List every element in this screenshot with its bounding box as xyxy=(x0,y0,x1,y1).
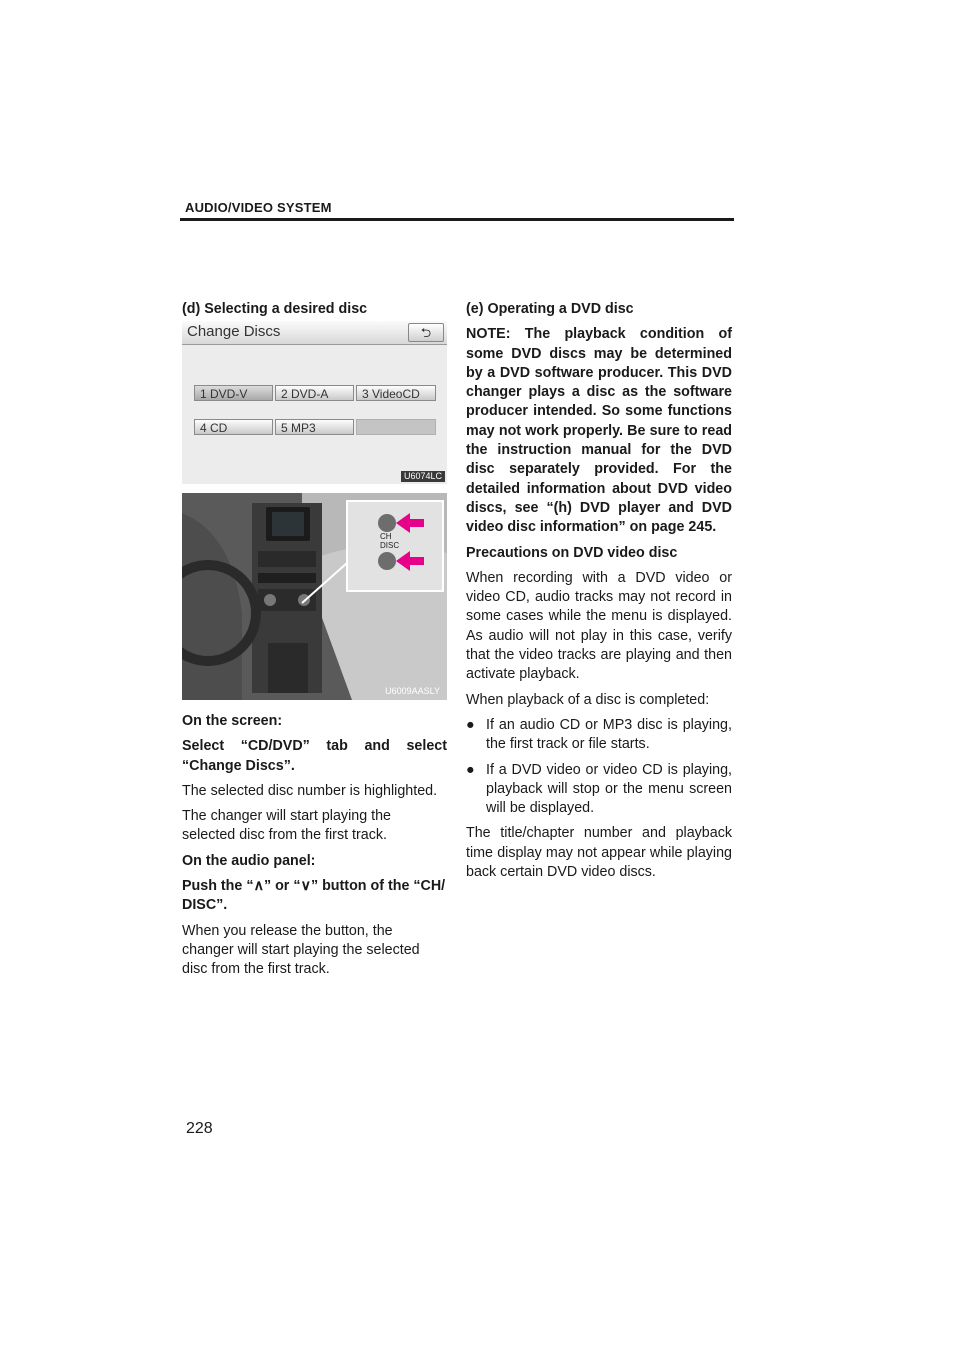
header-rule xyxy=(180,218,734,221)
right-body xyxy=(466,300,732,888)
ch-disc-label: CH xyxy=(380,532,392,541)
dashboard-illustration xyxy=(182,493,447,700)
on-screen-label: On the screen: xyxy=(182,713,283,729)
disc-button-3[interactable]: 3 VideoCD xyxy=(356,385,436,401)
disc-button-5[interactable]: 5 MP3 xyxy=(275,419,354,435)
screen-title-bar xyxy=(182,321,447,345)
screen-title: Change Discs xyxy=(187,323,281,340)
body-text: When you release the button, the changer will start playing the selected disc from the first track. xyxy=(182,922,420,978)
list-item xyxy=(466,716,732,755)
instruction-screen: Select “CD/DVD” tab and select “Change Discs”. xyxy=(182,738,447,774)
ch-disc-label: DISC xyxy=(380,541,400,550)
body-text: When playback of a disc is completed: xyxy=(466,691,710,708)
section-header: AUDIO/VIDEO SYSTEM xyxy=(185,200,332,215)
back-button[interactable]: ⮌ xyxy=(408,323,444,342)
section-e-heading: (e) Operating a DVD disc xyxy=(466,301,634,317)
instruction-panel: Push the “∧” or “∨” button of the “CH/ DISC”. xyxy=(182,878,446,914)
body-text: The title/chapter number and playback time display may not appear while playing back certain DVD video discs. xyxy=(466,825,732,881)
body-text: The selected disc number is highlighted. xyxy=(182,782,438,799)
left-body xyxy=(182,712,447,986)
body-text: When recording with a DVD video or video CD, audio tracks may not record in some cases while the menu is displayed. As audio will not play in this case, verify that the video tracks are playing and then activate playback. xyxy=(466,569,732,683)
disc-button-2[interactable]: 2 DVD-A xyxy=(275,385,354,401)
section-d-heading: (d) Selecting a desired disc xyxy=(182,301,368,317)
page-number: 228 xyxy=(186,1120,213,1137)
disc-button-6-empty xyxy=(356,419,436,435)
change-discs-screen xyxy=(182,321,447,484)
disc-button-1[interactable]: 1 DVD-V xyxy=(194,385,273,401)
list-item-text: If a DVD video or video CD is playing, playback will stop or the menu screen will be displayed. xyxy=(486,761,732,817)
precautions-heading: Precautions on DVD video disc xyxy=(466,544,678,561)
audio-panel-photo xyxy=(182,493,447,700)
figure-code: U6009AASLY xyxy=(385,686,440,696)
note-text: NOTE: The playback condition of some DVD discs may be determined by a DVD software producer. This DVD changer plays a disc as the software producer intended. So some functions may not work properly. Be sure to read the instruction manual for the DVD disc separately provided. For the detailed information about DVD video discs, see “(h) DVD player and DVD video disc information” on page 245. xyxy=(466,326,732,536)
bullet-icon: ● xyxy=(466,761,475,778)
list-item-text: If an audio CD or MP3 disc is playing, the first track or file starts. xyxy=(486,716,732,753)
figure-code: U6074LC xyxy=(401,471,445,482)
disc-button-4[interactable]: 4 CD xyxy=(194,419,273,435)
on-panel-label: On the audio panel: xyxy=(182,852,316,869)
body-text: The changer will start playing the selected disc from the first track. xyxy=(182,808,392,844)
bullet-icon: ● xyxy=(466,716,475,733)
list-item xyxy=(466,761,732,819)
